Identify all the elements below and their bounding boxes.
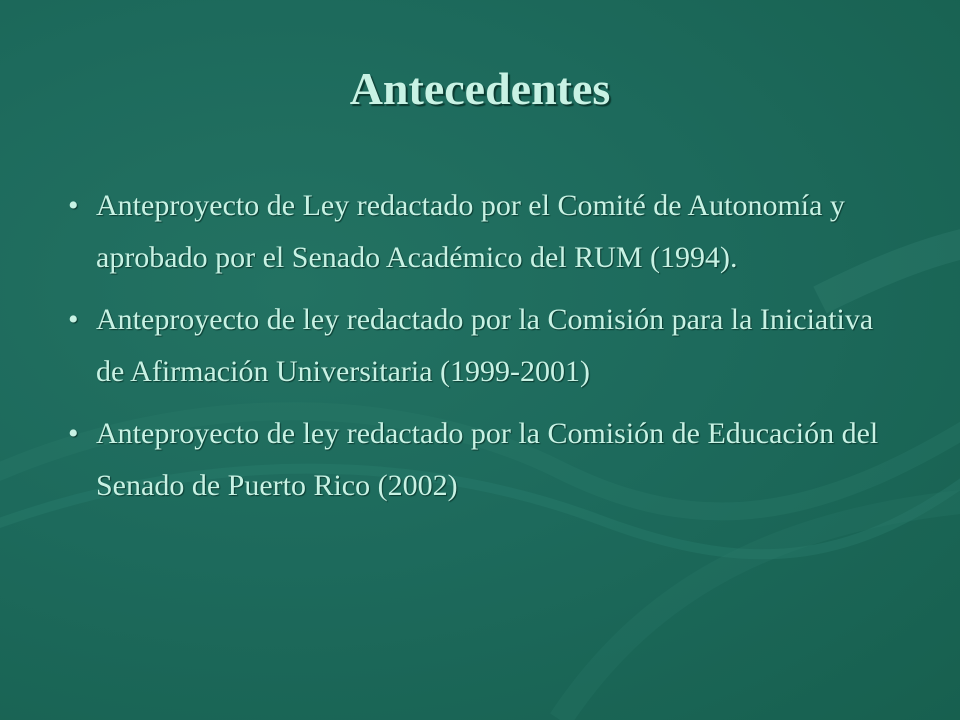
bullet-list <box>62 180 902 522</box>
bullet-icon: • <box>68 303 79 336</box>
bullet-text: Anteproyecto de ley redactado por la Comisión para la Iniciativa de Afirmación Universitaria (1999-2001) <box>96 303 874 388</box>
bullet-item <box>62 294 902 398</box>
bullet-text: Anteproyecto de Ley redactado por el Comité de Autonomía y aprobado por el Senado Académico del RUM (1994). <box>96 189 845 274</box>
bullet-icon: • <box>68 417 79 450</box>
bullet-icon: • <box>68 189 79 222</box>
bullet-item <box>62 408 902 512</box>
bullet-text: Anteproyecto de ley redactado por la Comisión de Educación del Senado de Puerto Rico (2002) <box>96 417 879 502</box>
bullet-item <box>62 180 902 284</box>
slide-title: Antecedentes <box>349 63 611 114</box>
